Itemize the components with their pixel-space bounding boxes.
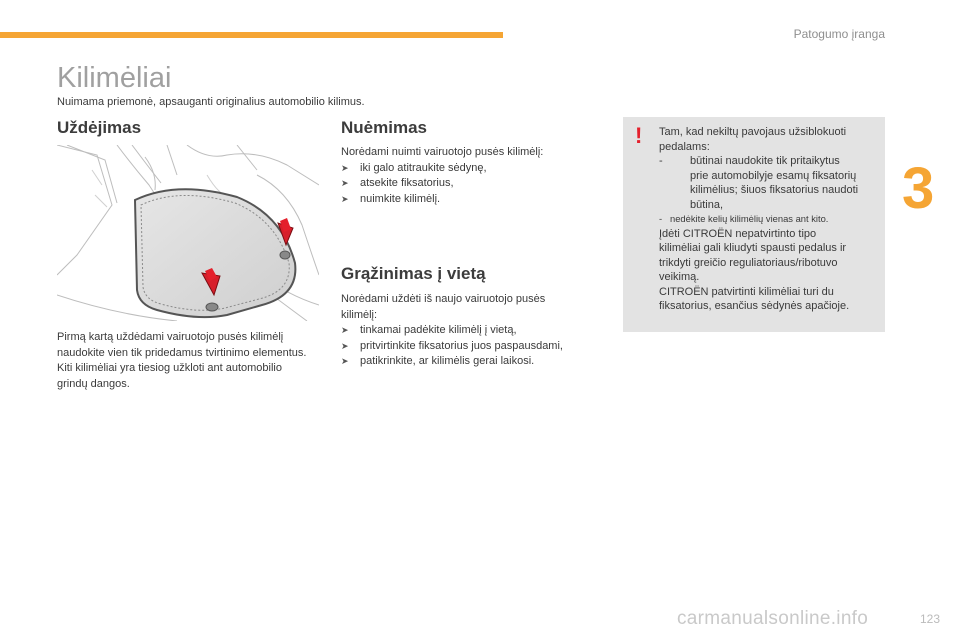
chapter-number: 3: [902, 156, 935, 221]
section-header: Patogumo įranga: [793, 27, 885, 41]
install-heading: Uždėjimas: [57, 118, 142, 137]
install-line: Pirmą kartą uždėdami vairuotojo pusės kilimėlį: [57, 331, 284, 343]
warning-intro-line: pedalams:: [659, 140, 710, 153]
warning-dash-item: - nedėkite kelių kilimėlių vienas ant kito.: [659, 213, 829, 224]
page-subtitle: Nuimama priemonė, apsauganti originalius automobilio kilimus.: [57, 96, 365, 108]
warning-box: [623, 117, 885, 332]
return-heading: Grąžinimas į vietą: [341, 264, 486, 283]
bullet-arrow-icon: ➤: [341, 162, 349, 173]
header-accent-bar: [0, 32, 503, 38]
return-intro-line: Norėdami uždėti iš naujo vairuotojo pusės: [341, 293, 546, 305]
warning-outro-line: trikdyti greičio reguliatoriaus/ribotuvo: [659, 256, 838, 269]
install-line: Kiti kilimėliai yra tiesiog užkloti ant automobilio: [57, 362, 282, 374]
warning-outro-line: fiksatorius, esančius sėdynės apačioje.: [659, 300, 850, 312]
remove-text: [341, 145, 606, 207]
install-line: grindų dangos.: [57, 377, 130, 390]
warning-dash-item: - būtinai naudokite tik pritaikytus prie automobilyje esamų fiksatorių kilimėlius; šiuos fiksatorius naudoti būtina,: [659, 155, 859, 211]
remove-intro: Norėdami nuimti vairuotojo pusės kilimėlį:: [341, 146, 544, 158]
warning-intro-line: Tam, kad nekiltų pavojaus užsiblokuoti: [659, 126, 847, 138]
install-text: [57, 330, 322, 392]
list-item: ➤ patikrinkite, ar kilimėlis gerai laikosi.: [341, 354, 606, 370]
list-item: ➤ tinkamai padėkite kilimėlį į vietą,: [341, 323, 606, 339]
warning-exclamation-icon: !: [635, 123, 643, 148]
list-item: ➤ pritvirtinkite fiksatorius juos paspausdami,: [341, 339, 606, 355]
bullet-arrow-icon: ➤: [341, 178, 349, 188]
warning-outro-line: CITROËN patvirtinti kilimėliai turi du: [659, 285, 834, 298]
watermark: carmanualsonline.info: [677, 608, 869, 629]
bullet-arrow-icon: ➤: [341, 356, 349, 366]
return-intro-line: kilimėlį:: [341, 308, 378, 321]
warning-outro-line: kilimėliai gali kliudyti spausti pedalus ir: [659, 242, 847, 254]
install-line: naudokite vien tik pridedamus tvirtinimo elementus.: [57, 346, 307, 359]
page-number: 123: [919, 612, 940, 626]
remove-bullet-list: [341, 161, 606, 208]
return-bullet-list: [341, 323, 606, 370]
warning-outro-line: Įdėti CITROËN nepatvirtinto tipo: [659, 227, 817, 240]
list-item: ➤ atsekite fiksatorius,: [341, 176, 606, 192]
list-item: ➤ nuimkite kilimėlį.: [341, 192, 606, 208]
bullet-arrow-icon: ➤: [341, 193, 349, 204]
warning-text: [659, 125, 881, 314]
floor-mat-illustration: [57, 145, 319, 321]
remove-heading: Nuėmimas: [341, 118, 427, 137]
page-title: Kilimėliai: [57, 62, 172, 94]
bullet-arrow-icon: ➤: [341, 340, 349, 351]
bullet-arrow-icon: ➤: [341, 325, 349, 335]
warning-outro-line: veikimą.: [659, 271, 700, 283]
list-item: ➤ iki galo atitraukite sėdynę,: [341, 161, 606, 177]
return-text: [341, 292, 606, 370]
